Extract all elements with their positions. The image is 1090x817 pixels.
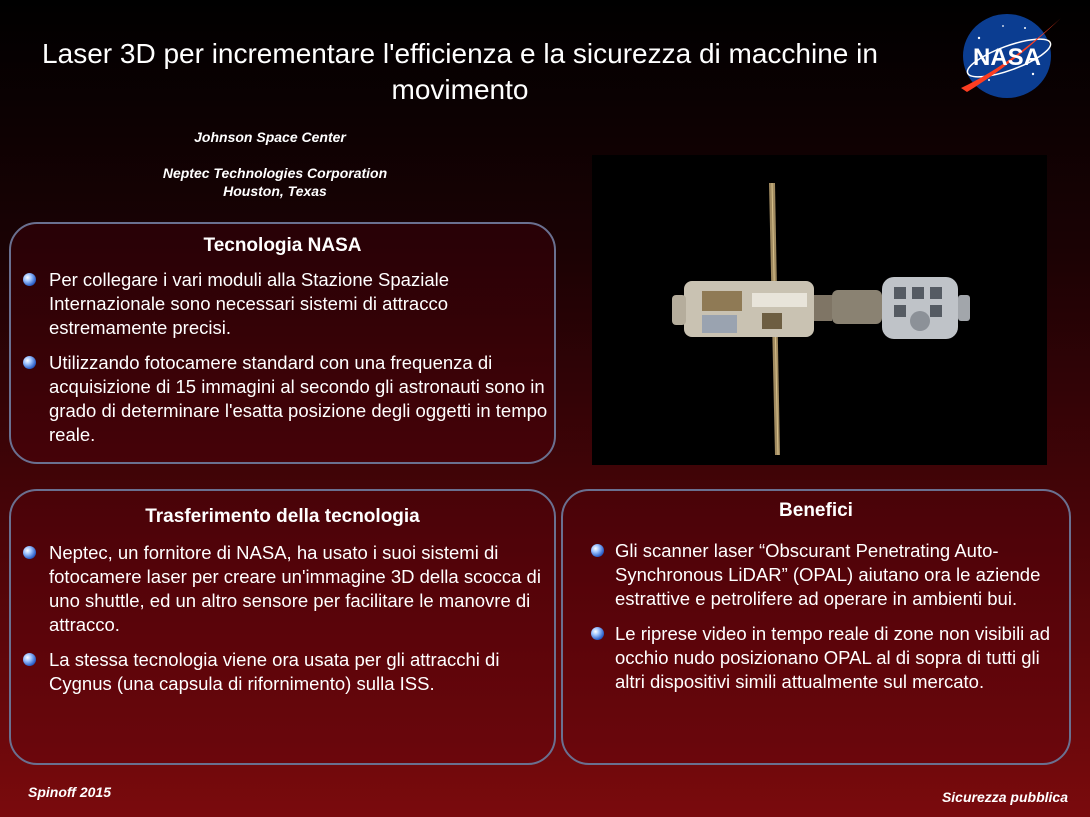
- page-title: Laser 3D per incrementare l'efficienza e la sicurezza di macchine in movimento: [42, 38, 878, 105]
- bullet-icon: [23, 356, 36, 369]
- list-item: Utilizzando fotocamere standard con una frequenza di acquisizione di 15 immagini al secondo gli astronauti sono in grado di determinare l'esatta posizione degli oggetti in tempo reale.: [11, 351, 554, 447]
- bullet-list: [563, 539, 1069, 694]
- bullet-list: [11, 541, 554, 696]
- section-trasferimento-tecnologia: [9, 489, 556, 765]
- section-benefici: [561, 489, 1071, 765]
- bullet-list: [11, 268, 554, 447]
- credit-center: Johnson Space Center: [194, 129, 346, 145]
- nasa-logo: [955, 10, 1065, 102]
- space-station-photo: [592, 155, 1047, 465]
- credit-company: Neptec Technologies Corporation: [162, 165, 388, 181]
- list-item: Le riprese video in tempo reale di zone non visibili ad occhio nudo posizionano OPAL al di sopra di tutti gli altri dispositivi simili attualmente sul mercato.: [563, 622, 1059, 694]
- list-item: Per collegare i vari moduli alla Stazione Spaziale Internazionale sono necessari sistemi di attracco estremamente precisi.: [11, 268, 554, 340]
- bullet-icon: [591, 627, 604, 640]
- list-item: Neptec, un fornitore di NASA, ha usato i suoi sistemi di fotocamere laser per creare un'immagine 3D della scocca di uno shuttle, ed un altro sensore per facilitare le manovre di attracco.: [11, 541, 554, 637]
- section-tecnologia-nasa: [9, 222, 556, 464]
- footer-left: Spinoff 2015: [28, 784, 111, 800]
- list-item: Gli scanner laser “Obscurant Penetrating Auto-Synchronous LiDAR” (OPAL) aiutano ora le aziende estrattive e petrolifere ad operare in ambienti bui.: [563, 539, 1059, 611]
- section-heading: Trasferimento della tecnologia: [145, 506, 420, 527]
- nasa-logo-text: NASA: [972, 44, 1042, 71]
- section-heading: Tecnologia NASA: [203, 235, 362, 256]
- footer-right: Sicurezza pubblica: [941, 789, 1068, 805]
- bullet-icon: [23, 546, 36, 559]
- section-heading: Benefici: [779, 500, 853, 521]
- list-item: La stessa tecnologia viene ora usata per gli attracchi di Cygnus (una capsula di rifornimento) sulla ISS.: [11, 648, 554, 696]
- credit-location: Houston, Texas: [223, 183, 327, 199]
- bullet-icon: [23, 273, 36, 286]
- bullet-icon: [591, 544, 604, 557]
- bullet-icon: [23, 653, 36, 666]
